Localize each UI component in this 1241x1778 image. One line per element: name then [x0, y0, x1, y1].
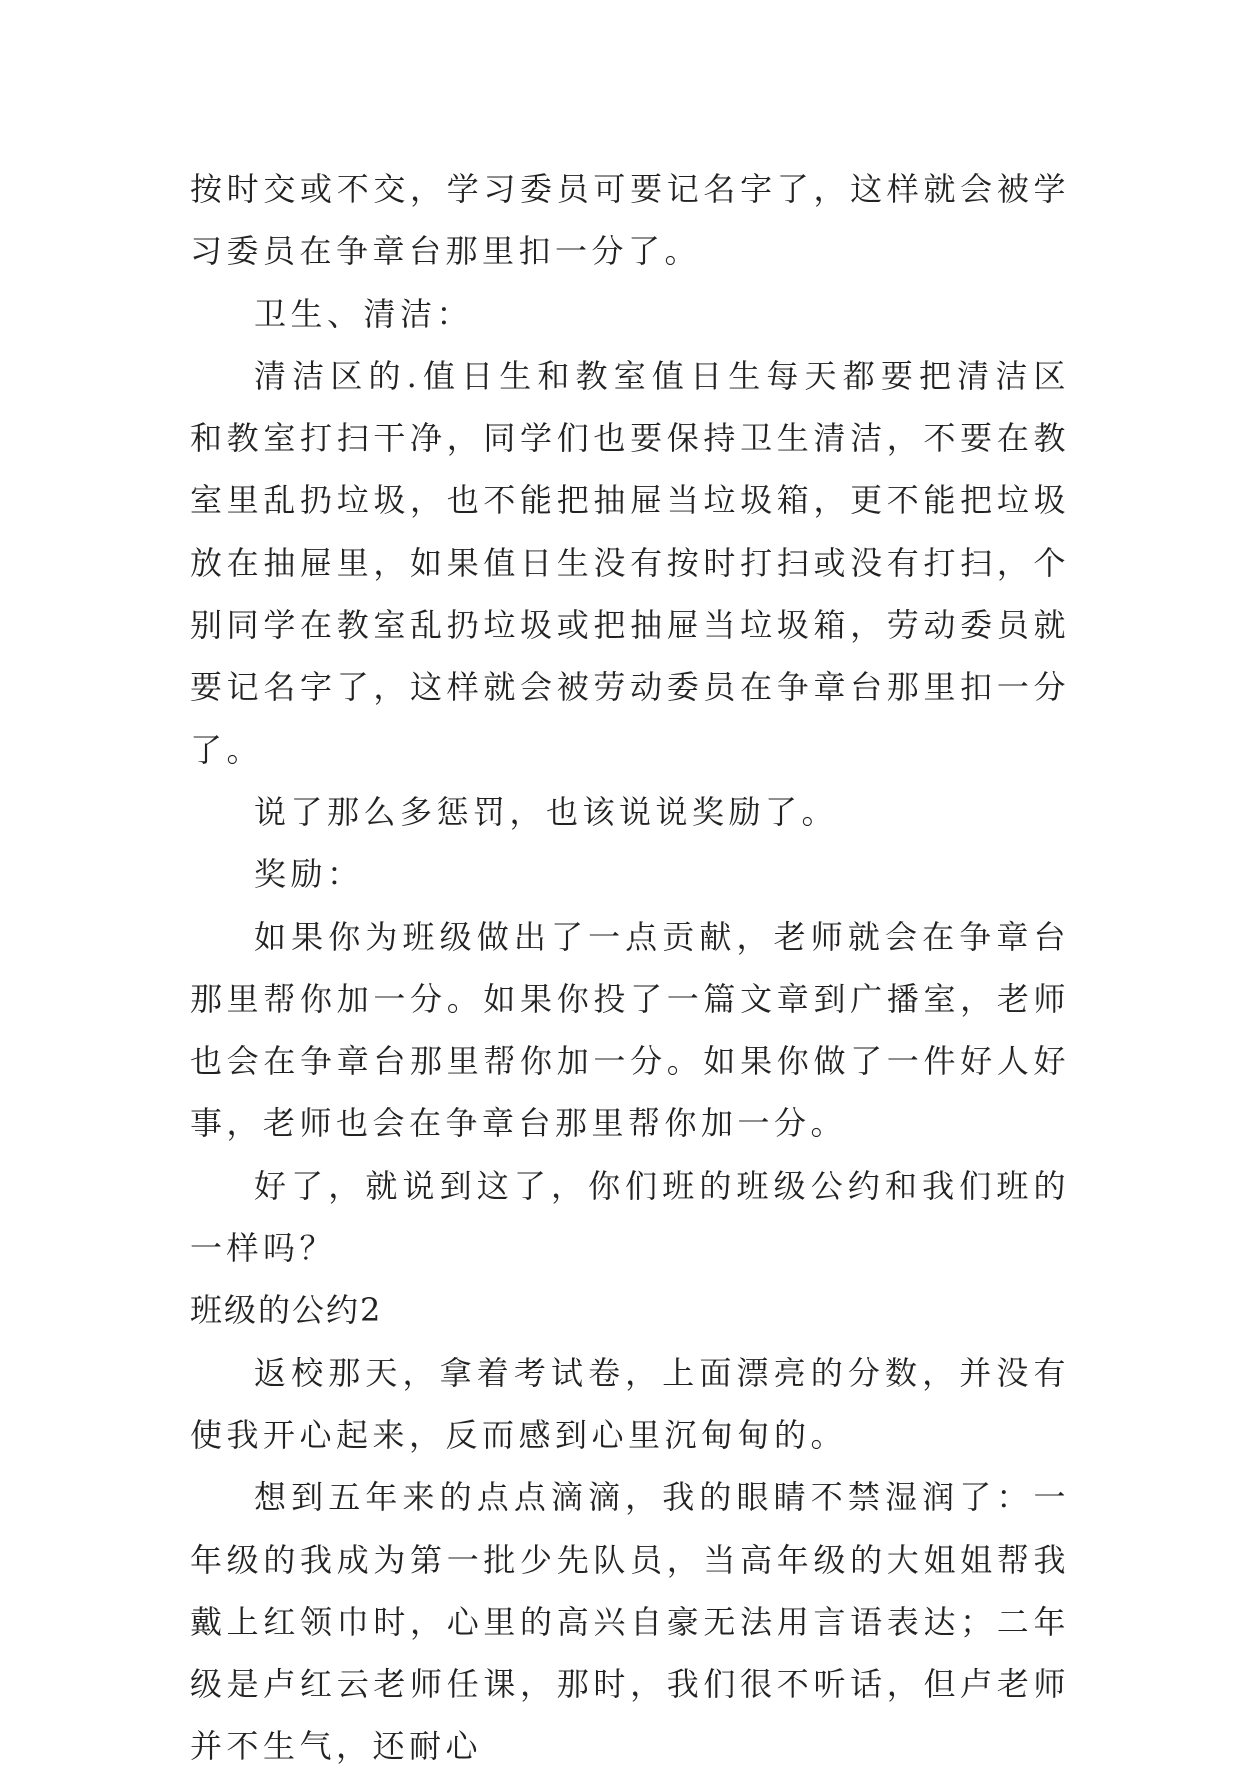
paragraph-memories: 想到五年来的点点滴滴，我的眼睛不禁湿润了：一年级的我成为第一批少先队员，当高年级的大姐姐帮我戴上红领巾时，心里的高兴自豪无法用言语表达；二年级是卢红云老师任课，那时，我们很不听话，但卢老师并不生气，还耐心 [190, 1478, 1070, 1766]
section-heading: 班级的公约2 [190, 1291, 383, 1330]
paragraph-exam-return: 返校那天，拿着考试卷，上面漂亮的分数，并没有使我开心起来，反而感到心里沉甸甸的。 [190, 1353, 1070, 1454]
paragraph-reward-rules: 如果你为班级做出了一点贡献，老师就会在争章台那里帮你加一分。如果你投了一篇文章到广播室，老师也会在争章台那里帮你加一分。如果你做了一件好人好事，老师也会在争章台那里帮你加一分。 [190, 917, 1070, 1143]
paragraph-hygiene-rules: 清洁区的.值日生和教室值日生每天都要把清洁区和教室打扫干净，同学们也要保持卫生清洁，不要在教室里乱扔垃圾，也不能把抽屉当垃圾箱，更不能把垃圾放在抽屉里，如果值日生没有按时打扫或没有打扫，个别同学在教室乱扔垃圾或把抽屉当垃圾箱，劳动委员就要记名字了，这样就会被劳动委员在争章台那里扣一分了。 [190, 356, 1070, 769]
paragraph-homework-penalty: 按时交或不交，学习委员可要记名字了，这样就会被学习委员在争章台那里扣一分了。 [190, 170, 1070, 271]
paragraph-transition: 说了那么多惩罚，也该说说奖励了。 [254, 792, 839, 831]
section-label-reward: 奖励： [254, 855, 364, 894]
paragraph-closing-question: 好了，就说到这了，你们班的班级公约和我们班的一样吗？ [190, 1166, 1070, 1268]
section-label-hygiene: 卫生、清洁： [254, 294, 474, 333]
document-body [190, 158, 1070, 1778]
